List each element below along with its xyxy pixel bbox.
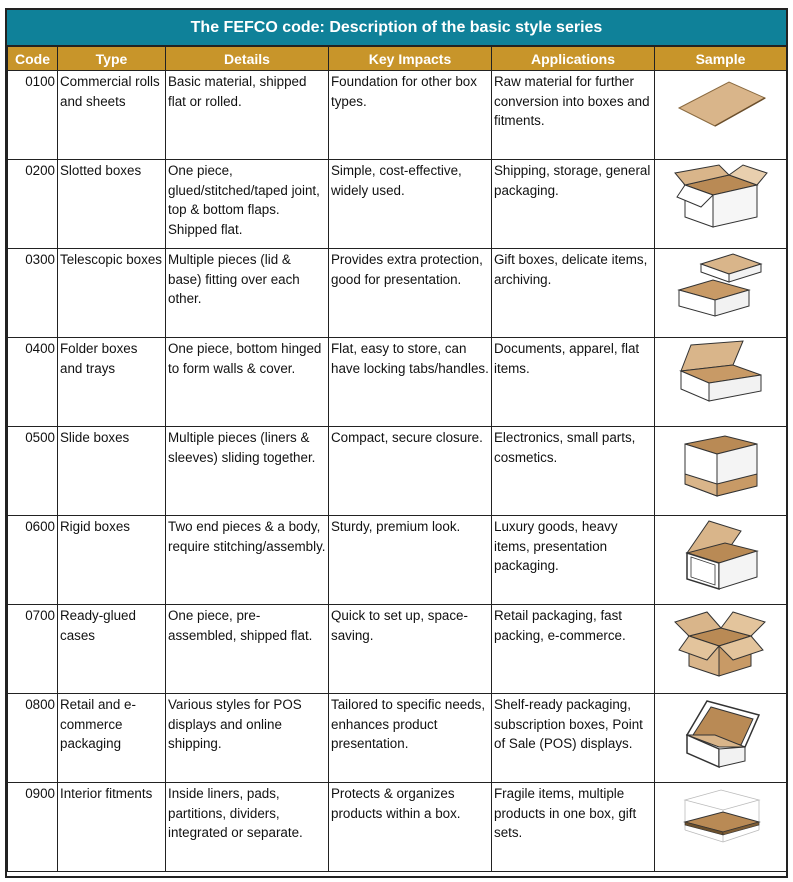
cell-code: 0700: [8, 605, 58, 694]
table-row: [8, 694, 787, 783]
cell-details: Two end pieces & a body, require stitching/assembly.: [166, 516, 329, 605]
cell-details: Basic material, shipped flat or rolled.: [166, 71, 329, 160]
header-applications: Applications: [492, 47, 655, 71]
cell-applications: Fragile items, multiple products in one box, gift sets.: [492, 783, 655, 872]
cell-impacts: Provides extra protection, good for presentation.: [329, 249, 492, 338]
cell-sample: [655, 694, 787, 783]
cell-code: 0600: [8, 516, 58, 605]
cell-code: 0900: [8, 783, 58, 872]
cell-details: Multiple pieces (lid & base) fitting over each other.: [166, 249, 329, 338]
cell-details: Inside liners, pads, partitions, dividers, integrated or separate.: [166, 783, 329, 872]
cell-code: 0500: [8, 427, 58, 516]
cell-impacts: Protects & organizes products within a box.: [329, 783, 492, 872]
cell-code: 0300: [8, 249, 58, 338]
cell-sample: [655, 249, 787, 338]
header-sample: Sample: [655, 47, 787, 71]
cell-type: Slide boxes: [58, 427, 166, 516]
cell-sample: [655, 516, 787, 605]
cell-impacts: Compact, secure closure.: [329, 427, 492, 516]
cell-impacts: Foundation for other box types.: [329, 71, 492, 160]
table-row: [8, 605, 787, 694]
header-key-impacts: Key Impacts: [329, 47, 492, 71]
cell-type: Slotted boxes: [58, 160, 166, 249]
cell-applications: Luxury goods, heavy items, presentation packaging.: [492, 516, 655, 605]
cell-impacts: Tailored to specific needs, enhances product presentation.: [329, 694, 492, 783]
cell-sample: [655, 71, 787, 160]
cell-applications: Shelf-ready packaging, subscription boxes, Point of Sale (POS) displays.: [492, 694, 655, 783]
retail-display-box-icon: [671, 695, 771, 771]
cell-applications: Retail packaging, fast packing, e-commerce.: [492, 605, 655, 694]
table-row: [8, 783, 787, 872]
table-row: [8, 427, 787, 516]
flat-sheet-icon: [671, 72, 771, 132]
rigid-box-icon: [671, 517, 771, 593]
cell-type: Commercial rolls and sheets: [58, 71, 166, 160]
slotted-box-icon: [671, 161, 771, 231]
header-details: Details: [166, 47, 329, 71]
cell-details: One piece, bottom hinged to form walls & cover.: [166, 338, 329, 427]
cell-impacts: Quick to set up, space-saving.: [329, 605, 492, 694]
cell-sample: [655, 427, 787, 516]
table-row: [8, 338, 787, 427]
slide-box-icon: [671, 428, 771, 500]
cell-applications: Raw material for further conversion into boxes and fitments.: [492, 71, 655, 160]
cell-details: Various styles for POS displays and online shipping.: [166, 694, 329, 783]
cell-code: 0200: [8, 160, 58, 249]
table-row: [8, 160, 787, 249]
cell-code: 0800: [8, 694, 58, 783]
table-row: [8, 249, 787, 338]
cell-impacts: Sturdy, premium look.: [329, 516, 492, 605]
cell-code: 0400: [8, 338, 58, 427]
cell-type: Telescopic boxes: [58, 249, 166, 338]
telescopic-box-icon: [671, 250, 771, 322]
header-code: Code: [8, 47, 58, 71]
cell-applications: Gift boxes, delicate items, archiving.: [492, 249, 655, 338]
cell-type: Retail and e-commerce packaging: [58, 694, 166, 783]
fefco-table: [7, 46, 787, 872]
cell-type: Rigid boxes: [58, 516, 166, 605]
cell-details: One piece, glued/stitched/taped joint, top & bottom flaps. Shipped flat.: [166, 160, 329, 249]
cell-sample: [655, 160, 787, 249]
table-row: [8, 71, 787, 160]
interior-fitment-icon: [671, 784, 771, 850]
cell-impacts: Flat, easy to store, can have locking tabs/handles.: [329, 338, 492, 427]
table-row: [8, 516, 787, 605]
cell-sample: [655, 783, 787, 872]
cell-applications: Documents, apparel, flat items.: [492, 338, 655, 427]
cell-code: 0100: [8, 71, 58, 160]
ready-glued-case-icon: [671, 606, 771, 682]
cell-type: Folder boxes and trays: [58, 338, 166, 427]
header-type: Type: [58, 47, 166, 71]
cell-impacts: Simple, cost-effective, widely used.: [329, 160, 492, 249]
folder-box-icon: [671, 339, 771, 405]
cell-sample: [655, 605, 787, 694]
cell-details: Multiple pieces (liners & sleeves) sliding together.: [166, 427, 329, 516]
header-row: [8, 47, 787, 71]
cell-type: Ready-glued cases: [58, 605, 166, 694]
fefco-table-frame: [5, 8, 788, 878]
table-title: The FEFCO code: Description of the basic style series: [7, 10, 786, 46]
cell-applications: Electronics, small parts, cosmetics.: [492, 427, 655, 516]
cell-applications: Shipping, storage, general packaging.: [492, 160, 655, 249]
cell-sample: [655, 338, 787, 427]
cell-type: Interior fitments: [58, 783, 166, 872]
cell-details: One piece, pre-assembled, shipped flat.: [166, 605, 329, 694]
